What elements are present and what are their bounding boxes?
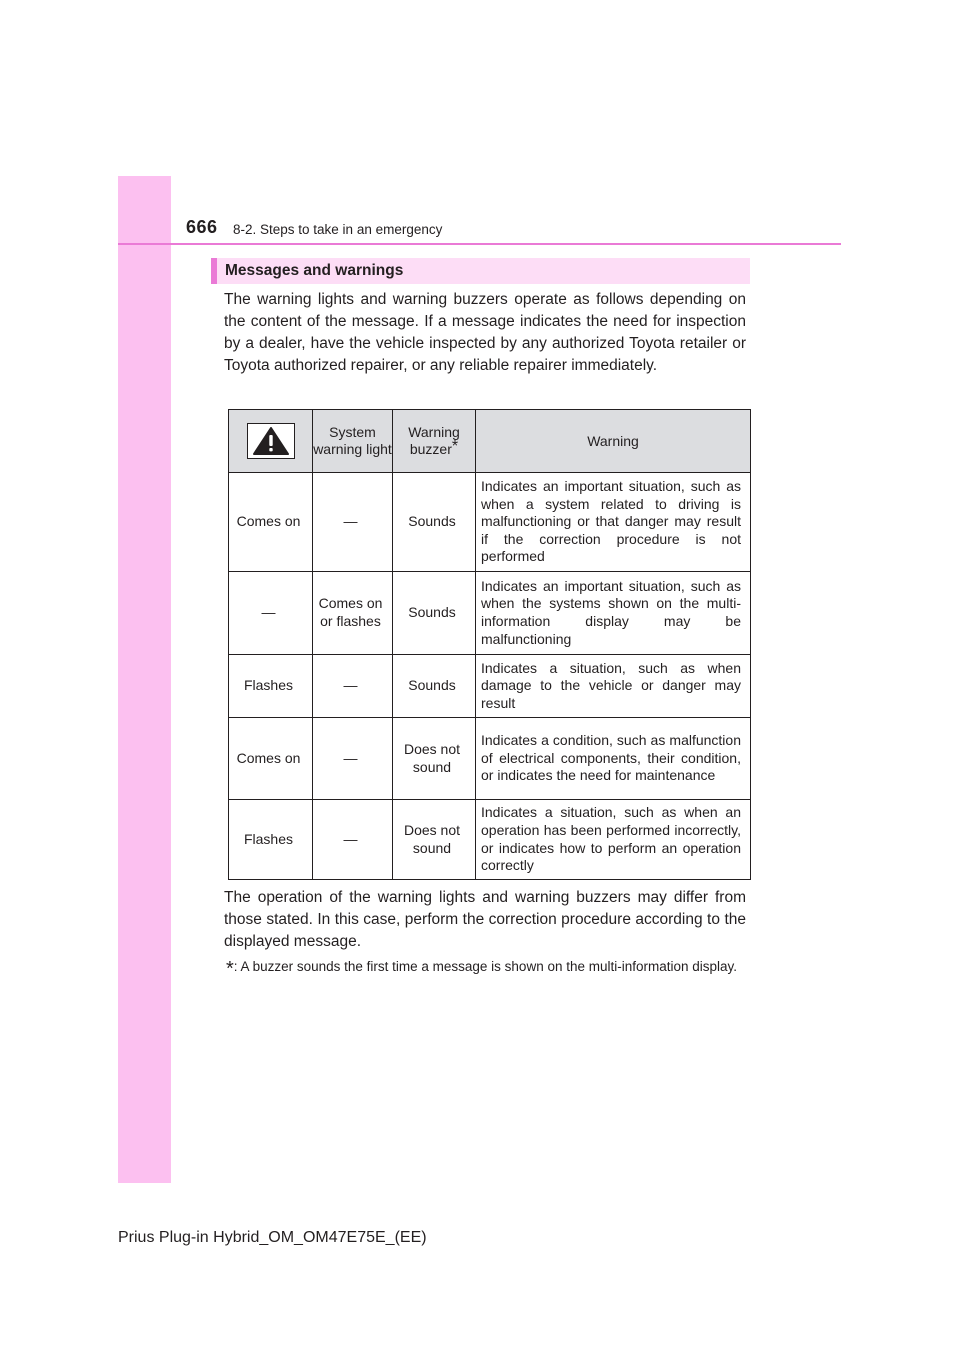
table-row bbox=[229, 718, 751, 800]
cell-system: — bbox=[313, 800, 393, 880]
cell-warning: Indicates a situation, such as when damage to the vehicle or danger may result bbox=[476, 655, 751, 718]
page-number: 666 bbox=[186, 217, 218, 237]
header-warning-buzzer: Warning buzzer* bbox=[393, 410, 476, 473]
cell-master: Comes on bbox=[229, 718, 313, 800]
footer-doc-id: Prius Plug-in Hybrid_OM_OM47E75E_(EE) bbox=[118, 1229, 427, 1246]
cell-warning: Indicates a condition, such as malfunction of electrical components, their condition, or indicates the need for maintenance bbox=[476, 718, 751, 800]
cell-buzzer: Sounds bbox=[393, 572, 476, 655]
header-master-warning bbox=[229, 410, 313, 473]
cell-buzzer: Does not sound bbox=[393, 718, 476, 800]
cell-system: — bbox=[313, 655, 393, 718]
footnote-text: : A buzzer sounds the first time a message is shown on the multi-information display. bbox=[233, 959, 738, 974]
after-paragraph: The operation of the warning lights and warning buzzers may differ from those stated. In this case, perform the correction procedure according to the displayed message. bbox=[224, 889, 746, 950]
cell-master: Flashes bbox=[229, 655, 313, 718]
section-title: 8-2. Steps to take in an emergency bbox=[233, 222, 443, 237]
cell-warning: Indicates an important situation, such as when a system related to driving is malfunctioning or that danger may result if the correction procedure is not performed bbox=[476, 473, 751, 572]
cell-buzzer: Sounds bbox=[393, 655, 476, 718]
cell-system: — bbox=[313, 718, 393, 800]
cell-master: Comes on bbox=[229, 473, 313, 572]
intro-paragraph: The warning lights and warning buzzers operate as follows depending on the content of the message. If a message indicates the need for inspection by a dealer, have the vehicle inspected by any authorized Toyota retailer or Toyota authorized repairer, or any reliable repairer immediately. bbox=[224, 291, 746, 374]
header-rule bbox=[118, 243, 841, 245]
box-heading: Messages and warnings bbox=[211, 258, 750, 284]
header-system-warning-light: System warning light bbox=[313, 410, 393, 473]
cell-buzzer: Does not sound bbox=[393, 800, 476, 880]
side-tab-bar bbox=[118, 176, 171, 1183]
cell-buzzer: Sounds bbox=[393, 473, 476, 572]
cell-warning: Indicates an important situation, such as when the systems shown on the multi-information display may be malfunctioning bbox=[476, 572, 751, 655]
cell-master: — bbox=[229, 572, 313, 655]
table-row bbox=[229, 473, 751, 572]
footnote-mark: * bbox=[226, 958, 234, 980]
cell-system: — bbox=[313, 473, 393, 572]
table-row bbox=[229, 655, 751, 718]
cell-master: Flashes bbox=[229, 800, 313, 880]
master-warning-triangle-icon bbox=[247, 423, 295, 459]
header-warning: Warning bbox=[476, 410, 751, 473]
table-row bbox=[229, 800, 751, 880]
cell-system: Comes on or flashes bbox=[313, 572, 393, 655]
cell-warning: Indicates a situation, such as when an operation has been performed incorrectly, or indicates how to perform an operation correctly bbox=[476, 800, 751, 880]
warnings-table bbox=[228, 409, 751, 880]
table-row bbox=[229, 572, 751, 655]
footnote bbox=[226, 958, 762, 980]
table-header-row bbox=[229, 410, 751, 473]
